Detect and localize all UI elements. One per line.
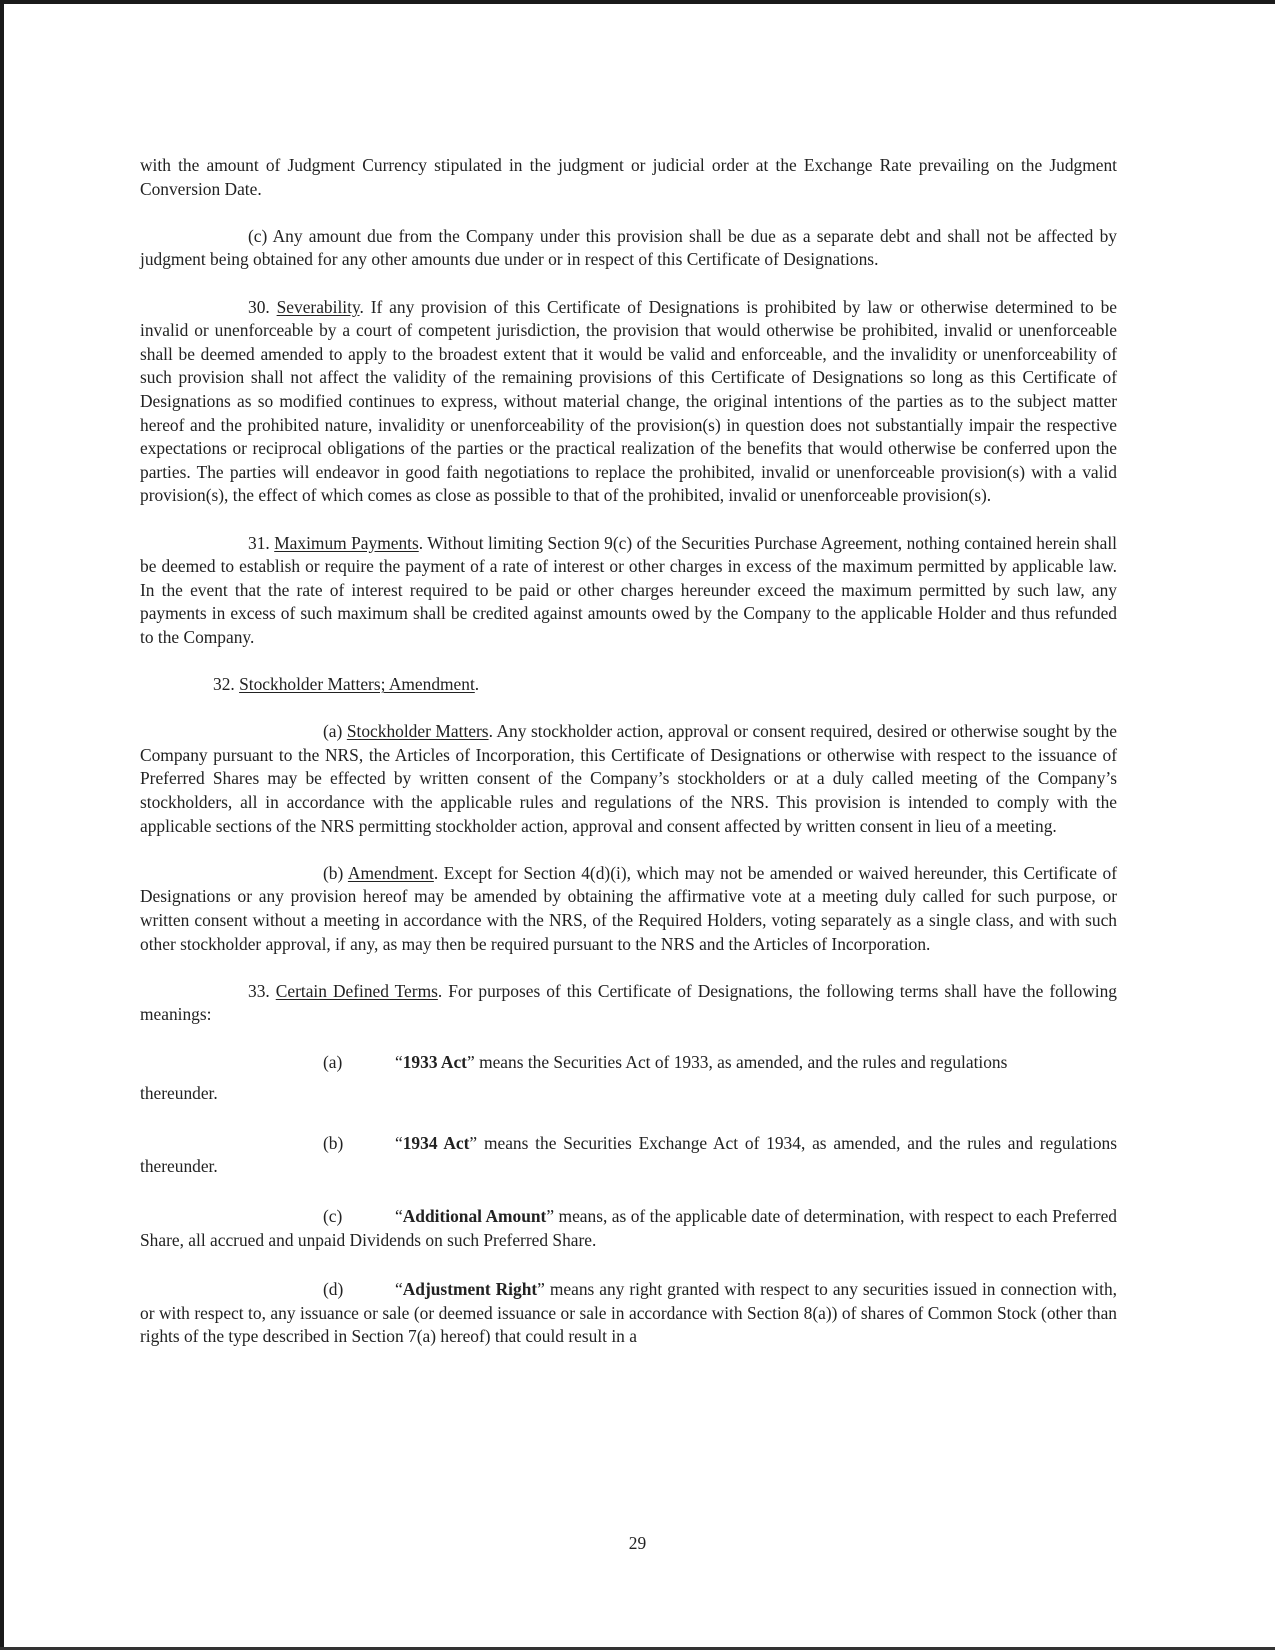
defined-term: Adjustment Right	[402, 1279, 538, 1300]
close-quote: ”	[546, 1205, 555, 1226]
section-32-heading	[140, 673, 1117, 697]
section-title: Certain Defined Terms	[275, 980, 438, 1001]
definition-text: means the Securities Act of 1933, as amended, and the rules and regulations	[474, 1051, 1008, 1072]
section-title-end: .	[474, 674, 480, 695]
section-32a-stockholder-matters	[140, 720, 1117, 838]
subsection-body: . Any stockholder action, approval or consent required, desired or otherwise sought by the Company pursuant to the NRS, the Articles of Incorporation, this Certificate of Designations or otherwise with respect to the issuance of Preferred Shares may be effected by written consent of the Company’s stockholders or at a duly called meeting of the Company’s stockholders, all in accordance with the applicable rules and regulations of the NRS. This provision is intended to comply with the applicable sections of the NRS permitting stockholder action, approval and consent affected by written consent in lieu of a meeting.	[140, 721, 1117, 836]
subsection-title: Amendment	[347, 862, 434, 883]
close-quote: ”	[469, 1132, 478, 1153]
definition-text: means any right granted with respect to any securities issued in connection with, or with respect to, any issuance or sale (or deemed issuance or sale in accordance with Section 8(a)) of shares of Common Stock (other than rights of the type described in Section 7(a) hereof) that could result in a	[140, 1279, 1117, 1347]
open-quote: “	[395, 1051, 403, 1072]
defined-term: Additional Amount	[402, 1205, 547, 1226]
section-title: Maximum Payments	[274, 532, 419, 553]
document-page	[140, 154, 1117, 1375]
page-number: 29	[628, 1533, 647, 1553]
definition-text: means the Securities Exchange Act of 1934, as amended, and the rules and regulations thereunder.	[140, 1132, 1117, 1177]
section-30-severability	[140, 296, 1117, 508]
subsection-title: Stockholder Matters	[346, 721, 489, 742]
paragraph-29c: (c) Any amount due from the Company under this provision shall be due as a separate debt and shall not be affected by judgment being obtained for any other amounts due under or in respect of this Certificate of Designations.	[140, 225, 1117, 270]
scan-border-left	[0, 0, 4, 1650]
open-quote: “	[395, 1132, 403, 1153]
section-31-maximum-payments	[140, 532, 1117, 650]
subsection-label: (a)	[323, 721, 347, 742]
open-quote: “	[395, 1205, 403, 1226]
definition-1934-act	[140, 1132, 1117, 1179]
section-33-defined-terms	[140, 980, 1117, 1027]
section-number: 33.	[248, 980, 276, 1001]
paragraph-continuation: with the amount of Judgment Currency stipulated in the judgment or judicial order at the Exchange Rate prevailing on the Judgment Conversion Date.	[140, 155, 1117, 199]
section-body: . Without limiting Section 9(c) of the Securities Purchase Agreement, nothing contained herein shall be deemed to establish or require the payment of a rate of interest or other charges in excess of the maximum permitted by applicable law. In the event that the rate of interest required to be paid or other charges hereunder exceed the maximum permitted by such law, any payments in excess of such maximum shall be credited against amounts owed by the Company to the applicable Holder and thus refunded to the Company.	[140, 532, 1118, 647]
defined-term: 1934 Act	[402, 1132, 470, 1153]
section-number: 32.	[213, 674, 240, 695]
definition-label: (d)	[323, 1279, 344, 1300]
definition-tail: thereunder.	[140, 1083, 218, 1104]
defined-term: 1933 Act	[402, 1051, 467, 1072]
section-32b-amendment	[140, 862, 1117, 956]
section-title: Severability	[276, 296, 360, 317]
definition-adjustment-right	[140, 1278, 1117, 1349]
definition-additional-amount	[140, 1205, 1117, 1252]
definition-1933-act	[140, 1051, 1117, 1106]
subsection-body: . Except for Section 4(d)(i), which may not be amended or waived hereunder, this Certificate of Designations or any provision hereof may be amended by obtaining the affirmative vote at a meeting duly called for such purpose, or written consent without a meeting in accordance with the NRS, of the Required Holders, voting separately as a single class, and with such other stockholder approval, if any, as may then be required pursuant to the NRS and the Articles of Incorporation.	[140, 862, 1118, 954]
open-quote: “	[395, 1279, 403, 1300]
section-title: Stockholder Matters; Amendment	[239, 674, 475, 695]
definition-label: (b)	[323, 1132, 344, 1153]
definition-label: (c)	[323, 1205, 343, 1226]
section-body: . For purposes of this Certificate of Designations, the following terms shall have the following meanings:	[140, 980, 1117, 1025]
section-number: 30.	[248, 296, 277, 317]
scan-border-top	[0, 0, 1275, 4]
close-quote: ”	[466, 1051, 475, 1072]
close-quote: ”	[537, 1279, 545, 1300]
definition-text: means, as of the applicable date of determination, with respect to each Preferred Share, all accrued and unpaid Dividends on such Preferred Share.	[140, 1205, 1117, 1250]
subsection-label: (b)	[323, 862, 348, 883]
definition-label: (a)	[323, 1051, 343, 1072]
section-body: . If any provision of this Certificate of Designations is prohibited by law or otherwise determined to be invalid or unenforceable by a court of competent jurisdiction, the provision that would otherwise be prohibited, invalid or unenforceable shall be deemed amended to apply to the broadest extent that it would be valid and enforceable, and the invalidity or unenforceability of such provision shall not affect the validity of the remaining provisions of this Certificate of Designations so long as this Certificate of Designations as so modified continues to express, without material change, the original intentions of the parties as to the subject matter hereof and the prohibited nature, invalidity or unenforceability of the provision(s) in question does not substantially impair the respective expectations or reciprocal obligations of the parties or the practical realization of the benefits that would otherwise be conferred upon the parties. The parties will endeavor in good faith negotiations to replace the prohibited, invalid or unenforceable provision(s) with a valid provision(s), the effect of which comes as close as possible to that of the prohibited, invalid or unenforceable provision(s).	[140, 296, 1117, 506]
section-number: 31.	[248, 532, 275, 553]
